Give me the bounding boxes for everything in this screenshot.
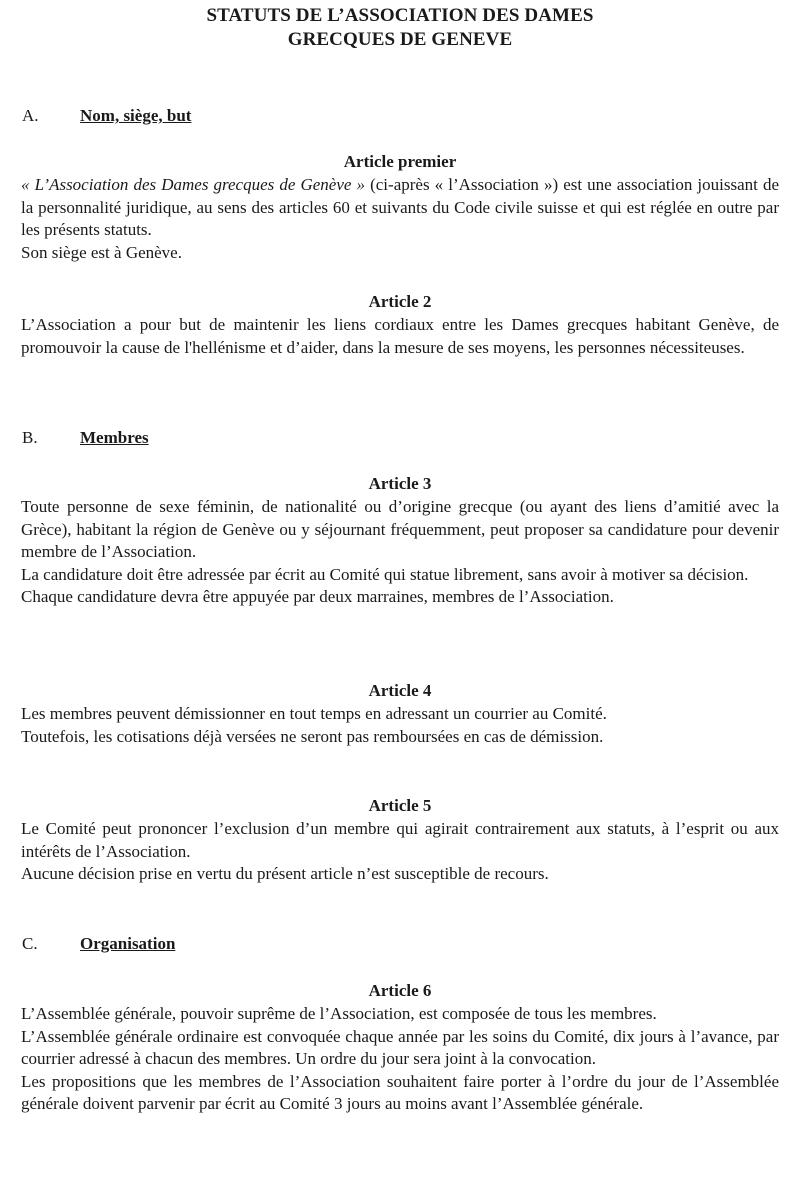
article-6-title: Article 6 — [368, 981, 432, 1000]
article-paragraph: Son siège est à Genève. — [21, 242, 182, 262]
section-name: Organisation — [80, 934, 176, 953]
article-premier-title: Article premier — [343, 152, 457, 171]
article-6-body — [21, 1003, 779, 1116]
section-letter: C. — [22, 934, 38, 953]
section-name: Membres — [80, 428, 149, 447]
article-2-body — [21, 314, 779, 359]
article-paragraph: Chaque candidature devra être appuyée par deux marraines, membres de l’Association. — [21, 587, 614, 606]
article-paragraph: L’Assemblée générale ordinaire est convoquée chaque année par les soins du Comité, dix jours à l’avance, par courrier adressé à chacun des membres. Un ordre du jour sera joint à la convocation. — [21, 1026, 779, 1068]
article-paragraph: Toute personne de sexe féminin, de nationalité ou d’origine grecque (ou ayant des liens d’amitié avec la Grèce), habitant la région de Genève ou y séjournant fréquemment, peut proposer sa candidature pour devenir membre de l’Association. — [21, 497, 779, 561]
article-2-title: Article 2 — [368, 292, 432, 311]
section-c-heading — [22, 934, 175, 954]
article-paragraph: Les propositions que les membres de l’Association souhaitent faire porter à l’ordre du jour de l’Assemblée générale doivent parvenir par écrit au Comité 3 jours au moins avant l’Assemblée générale. — [21, 1071, 779, 1113]
section-name: Nom, siège, but — [80, 106, 192, 125]
article-5-body — [21, 818, 779, 886]
article-paragraph: Le Comité peut prononcer l’exclusion d’un membre qui agirait contrairement aux statuts, à l’esprit ou aux intérêts de l’Association. — [21, 819, 779, 861]
article-paragraph: L’Assemblée générale, pouvoir suprême de l’Association, est composée de tous les membres. — [21, 1004, 657, 1023]
title-line-2: GRECQUES DE GENEVE — [287, 29, 513, 50]
article-paragraph: La candidature doit être adressée par écrit au Comité qui statue librement, sans avoir à motiver sa décision. — [21, 564, 749, 584]
association-name-italic: « L’Association des Dames grecques de Genève » — [21, 175, 366, 194]
article-3-body — [21, 496, 779, 609]
article-5-title: Article 5 — [368, 796, 432, 815]
paragraph-text: (ci-après « l’Association ») est une association jouissant de la personnalité juridique, au sens des articles 60 et suivants du Code civile suisse et qui est réglée en outre par les présents statuts. — [21, 175, 779, 239]
article-paragraph: Aucune décision prise en vertu du présent article n’est susceptible de recours. — [21, 864, 549, 883]
article-paragraph: Les membres peuvent démissionner en tout temps en adressant un courrier au Comité. — [21, 704, 607, 723]
section-a-heading — [22, 106, 191, 126]
article-paragraph: L’Association a pour but de maintenir les liens cordiaux entre les Dames grecques habitant Genève, de promouvoir la cause de l'hellénisme et d’aider, dans la mesure de ses moyens, les personnes nécessiteuses. — [21, 315, 779, 357]
article-paragraph — [21, 174, 779, 242]
article-4-body — [21, 703, 779, 748]
article-premier-body — [21, 174, 779, 264]
article-3-title: Article 3 — [368, 474, 432, 493]
section-b-heading — [22, 428, 149, 448]
section-letter: B. — [22, 428, 38, 447]
title-line-1: STATUTS DE L’ASSOCIATION DES DAMES — [206, 5, 594, 26]
article-4-title: Article 4 — [368, 681, 432, 700]
section-letter: A. — [22, 106, 39, 125]
document-title — [0, 4, 800, 52]
article-paragraph: Toutefois, les cotisations déjà versées ne seront pas remboursées en cas de démission. — [21, 726, 604, 746]
